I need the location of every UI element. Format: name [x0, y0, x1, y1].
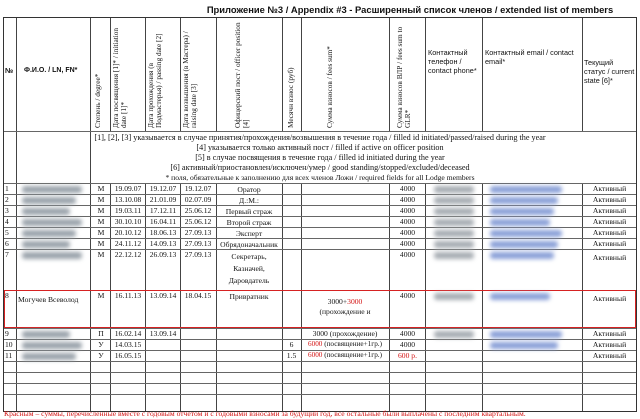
redacted-email [490, 230, 562, 237]
dues-sum: 3000 (прохождение) [312, 329, 378, 338]
row-number: 5 [5, 228, 9, 237]
header-office: Офицерский пост / officer position [4] [233, 22, 250, 128]
page-title: Приложение №3 / Appendix #3 - Расширенный список членов / extended list of members [206, 4, 614, 15]
member-status: Активный [592, 294, 627, 303]
header-passing: Дата прохождения (в Подмастерья) / passing date [2] [146, 33, 163, 128]
redacted-phone [434, 293, 474, 300]
member-status: Активный [592, 195, 627, 204]
redacted-phone [434, 219, 474, 226]
redacted-email [490, 342, 558, 349]
dues-sum-part: 3000+ [327, 297, 348, 306]
redacted-email [490, 208, 554, 215]
glr-amount: 4000 [399, 195, 416, 204]
member-status: Активный [592, 206, 627, 215]
passing-date: 21.01.09 [149, 195, 177, 204]
header-phone: Контактный телефон / contact phone* [428, 48, 477, 75]
dues-sum [302, 351, 388, 360]
redacted-name [22, 331, 70, 338]
note-5: * поля, обязательные к заполнению для всех членов Ложи / required fields for all Lodge members [165, 173, 475, 182]
redacted-name [22, 353, 76, 360]
raising-date: 27.09.13 [184, 239, 212, 248]
member-degree: M [97, 195, 105, 204]
member-degree: M [97, 184, 105, 193]
initiation-date: 19.03.11 [114, 206, 142, 215]
members-table [3, 17, 637, 412]
note-2: [4] указывается только активный пост / filled if active on officer position [196, 143, 444, 152]
redacted-phone [434, 241, 474, 248]
row-number: 3 [5, 206, 9, 215]
officer-position: Второй страж [226, 218, 272, 227]
header-initiation: Дата посвящения [1]* / initiation date [1]* [111, 27, 128, 128]
raising-date: 27.09.13 [184, 250, 212, 259]
member-status: Активный [592, 184, 627, 193]
redacted-email [490, 252, 554, 259]
redacted-email [490, 186, 562, 193]
glr-amount: 4000 [399, 206, 416, 215]
row-number: 9 [5, 329, 9, 338]
glr-amount: 4000 [399, 184, 416, 193]
footer-note: Красным – суммы, перечисленные вместе с годовым отчетом и с годовыми взносами за будущий год, все остальные были выплачены с последним квартальным. [4, 409, 526, 418]
redacted-name [22, 241, 70, 248]
glr-amount: 4000 [399, 239, 416, 248]
glr-amount: 4000 [399, 340, 416, 349]
row-number: 6 [5, 239, 9, 248]
member-degree: M [97, 228, 105, 237]
header-degree: Степень / degree* [93, 73, 102, 128]
passing-date: 14.09.13 [149, 239, 177, 248]
initiation-date: 19.09.07 [114, 184, 142, 193]
redacted-email [490, 197, 558, 204]
glr-amount: 4000 [399, 329, 416, 338]
header-dues-sum: Сумма взносов / fees sum* [325, 46, 334, 128]
member-status: Активный [592, 217, 627, 226]
redacted-phone [434, 186, 474, 193]
header-fio: Ф.И.О. / LN, FN* [24, 67, 78, 74]
row-number: 2 [5, 195, 9, 204]
officer-position: Секретарь, Казначей, Даровдатель [228, 252, 270, 285]
header-to-glr: Сумма взносов ВЛР / fees sum to GLR* [395, 26, 412, 128]
officer-position: Эксперт [235, 229, 263, 238]
officer-position: Д.:М.: [239, 196, 259, 205]
header-num: № [5, 66, 14, 75]
dues-sum-note: (посвящение+1гр.) [322, 340, 382, 348]
dues-sum [302, 297, 388, 306]
passing-date: 26.09.13 [149, 250, 177, 259]
initiation-date: 16.11.13 [114, 291, 142, 300]
raising-date: 25.06.12 [184, 206, 212, 215]
redacted-email [490, 293, 550, 300]
initiation-date: 30.10.10 [114, 217, 142, 226]
dues-sum-red: 6000 [308, 351, 323, 359]
initiation-date: 16.05.15 [114, 351, 142, 360]
redacted-phone [434, 252, 474, 259]
member-degree: M [97, 250, 105, 259]
initiation-date: 14.03.15 [114, 340, 142, 349]
redacted-phone [434, 331, 474, 338]
redacted-name [22, 252, 82, 259]
glr-amount: 4000 [399, 291, 416, 300]
member-status: Активный [592, 239, 627, 248]
note-4: [6] активный/приостановлен/исключен/умер / good standing/stopped/excluded/deceased [170, 163, 470, 172]
officer-position: Первый страж [225, 207, 273, 216]
redacted-email [490, 219, 550, 226]
raising-date: 02.07.09 [184, 195, 212, 204]
row-number: 8 [5, 291, 9, 300]
note-1: [1], [2], [3] указывается в случае принятия/прохождения/возвышения в течение года / filled id initiated/passed/raised during the year [94, 133, 546, 142]
dues-sum-note: (прохождение и [319, 307, 371, 316]
member-degree: M [97, 291, 105, 300]
officer-position: Обрядоначальник [220, 240, 278, 249]
initiation-date: 13.10.08 [114, 195, 142, 204]
note-3: [5] в случае посвящения в течение года / filled id initiated during the year [195, 153, 445, 162]
redacted-email [490, 241, 558, 248]
officer-position: Оратор [237, 185, 261, 194]
passing-date: 18.06.13 [149, 228, 177, 237]
member-degree: У [98, 340, 104, 349]
redacted-name [22, 197, 76, 204]
member-status: Активный [592, 351, 627, 360]
dues-sum [302, 340, 388, 349]
passing-date: 19.12.07 [149, 184, 177, 193]
redacted-name [22, 342, 82, 349]
row-number: 11 [5, 351, 13, 360]
member-status: Активный [592, 340, 627, 349]
member-degree: M [97, 206, 105, 215]
glr-amount: 600 р. [398, 351, 417, 360]
member-degree: M [97, 239, 105, 248]
passing-date: 13.09.14 [149, 329, 177, 338]
member-status: Активный [592, 329, 627, 338]
member-degree: П [98, 329, 104, 338]
officer-position: Привратник [229, 292, 269, 301]
passing-date: 17.12.11 [149, 206, 177, 215]
redacted-email [490, 331, 562, 338]
dues-sum-red: 3000 [347, 297, 363, 306]
initiation-date: 22.12.12 [114, 250, 142, 259]
initiation-date: 20.10.12 [114, 228, 142, 237]
redacted-phone [434, 230, 474, 237]
member-degree: У [98, 351, 104, 360]
member-name: Могучев Всеволод [18, 295, 79, 304]
row-number: 10 [5, 340, 13, 349]
raising-date: 25.06.12 [184, 217, 212, 226]
redacted-name [22, 230, 76, 237]
member-degree: M [97, 217, 105, 226]
header-raising: Дата возвышения (в Мастера) / raising date [3] [181, 31, 198, 128]
redacted-name [22, 186, 82, 193]
dues-sum-red: 6000 [308, 340, 323, 348]
raising-date: 19.12.07 [184, 184, 212, 193]
monthly-due: 1.5 [286, 351, 297, 360]
header-status: Текущий статус / current state [6]* [584, 58, 635, 85]
passing-date: 16.04.11 [149, 217, 177, 226]
glr-amount: 4000 [399, 217, 416, 226]
redacted-phone [434, 197, 474, 204]
row-number: 7 [5, 250, 9, 259]
glr-amount: 4000 [399, 250, 416, 259]
header-dues-month: Месячн взнос (руб) [286, 67, 295, 128]
redacted-name [22, 208, 70, 215]
raising-date: 18.04.15 [184, 291, 212, 300]
member-status: Активный [592, 228, 627, 237]
row-number: 1 [5, 184, 9, 193]
header-email: Контактный email / contact email* [485, 48, 574, 66]
passing-date: 13.09.14 [149, 291, 177, 300]
initiation-date: 16.02.14 [114, 329, 142, 338]
monthly-due: 6 [289, 340, 294, 349]
row-number: 4 [5, 217, 9, 226]
glr-amount: 4000 [399, 228, 416, 237]
initiation-date: 24.11.12 [114, 239, 142, 248]
dues-sum-note: (посвящение+1гр.) [322, 351, 382, 359]
raising-date: 27.09.13 [184, 228, 212, 237]
redacted-phone [434, 208, 474, 215]
redacted-name [22, 219, 82, 226]
member-status: Активный [592, 253, 627, 262]
